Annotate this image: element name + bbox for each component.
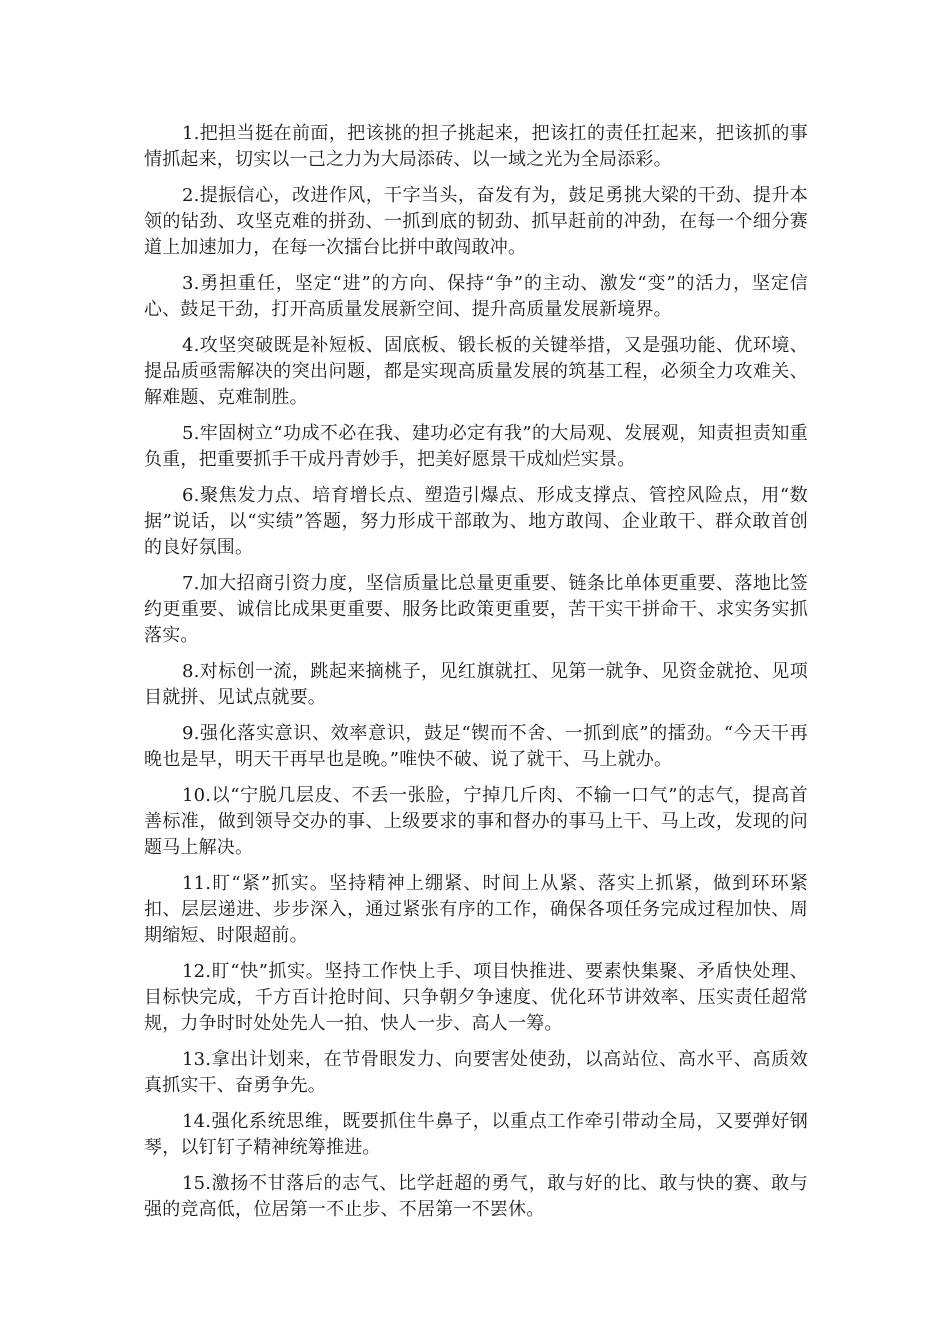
paragraph-4: 4.攻坚突破既是补短板、固底板、锻长板的关键举措，又是强功能、优环境、提品质亟需解决的突出问题，都是实现高质量发展的筑基工程，必须全力攻难关、解难题、克难制胜。 [144,335,808,408]
paragraph-8: 8.对标创一流，跳起来摘桃子，见红旗就扛、见第一就争、见资金就抢、见项目就拼、见试点就要。 [144,661,808,708]
paragraph-11: 11.盯“紧”抓实。坚持精神上绷紧、时间上从紧、落实上抓紧，做到环环紧扣、层层递进、步步深入，通过紧张有序的工作，确保各项任务完成过程加快、周期缩短、时限超前。 [144,873,808,946]
document-body [144,121,808,1233]
paragraph-12: 12.盯“快”抓实。坚持工作快上手、项目快推进、要素快集聚、矛盾快处理、目标快完成，千方百计抢时间、只争朝夕争速度、优化环节讲效率、压实责任超常规，力争时时处处先人一拍、快人一步、高人一筹。 [144,961,808,1034]
paragraph-9: 9.强化落实意识、效率意识，鼓足“锲而不舍、一抓到底”的擂劲。“今天干再晚也是早，明天干再早也是晚。”唯快不破、说了就干、马上就办。 [144,723,808,770]
paragraph-6: 6.聚焦发力点、培育增长点、塑造引爆点、形成支撑点、管控风险点，用“数据”说话，以“实绩”答题，努力形成干部敢为、地方敢闯、企业敢干、群众敢首创的良好氛围。 [144,485,808,558]
paragraph-15: 15.激扬不甘落后的志气、比学赶超的勇气，敢与好的比、敢与快的赛、敢与强的竞高低，位居第一不止步、不居第一不罢休。 [144,1173,808,1220]
paragraph-7: 7.加大招商引资力度，坚信质量比总量更重要、链条比单体更重要、落地比签约更重要、诚信比成果更重要、服务比政策更重要，苦干实干拼命干、求实务实抓落实。 [144,573,808,646]
paragraph-14: 14.强化系统思维，既要抓住牛鼻子，以重点工作牵引带动全局，又要弹好钢琴，以钉钉子精神统筹推进。 [144,1111,808,1158]
paragraph-10: 10.以“宁脱几层皮、不丢一张脸，宁掉几斤肉、不输一口气”的志气，提高首善标准，做到领导交办的事、上级要求的事和督办的事马上干、马上改，发现的问题马上解决。 [144,785,808,858]
paragraph-2: 2.提振信心，改进作风，干字当头，奋发有为，鼓足勇挑大梁的干劲、提升本领的钻劲、攻坚克难的拼劲、一抓到底的韧劲、抓早赶前的冲劲，在每一个细分赛道上加速加力，在每一次擂台比拼中敢闯敢冲。 [144,185,808,258]
paragraph-5: 5.牢固树立“功成不必在我、建功必定有我”的大局观、发展观，知责担责知重负重，把重要抓手干成丹青妙手，把美好愿景干成灿烂实景。 [144,423,808,470]
paragraph-1: 1.把担当挺在前面，把该挑的担子挑起来，把该扛的责任扛起来，把该抓的事情抓起来，切实以一己之力为大局添砖、以一域之光为全局添彩。 [144,123,808,170]
paragraph-3: 3.勇担重任，坚定“进”的方向、保持“争”的主动、激发“变”的活力，坚定信心、鼓足干劲，打开高质量发展新空间、提升高质量发展新境界。 [144,273,808,320]
paragraph-13: 13.拿出计划来，在节骨眼发力、向要害处使劲，以高站位、高水平、高质效真抓实干、奋勇争先。 [144,1049,808,1096]
